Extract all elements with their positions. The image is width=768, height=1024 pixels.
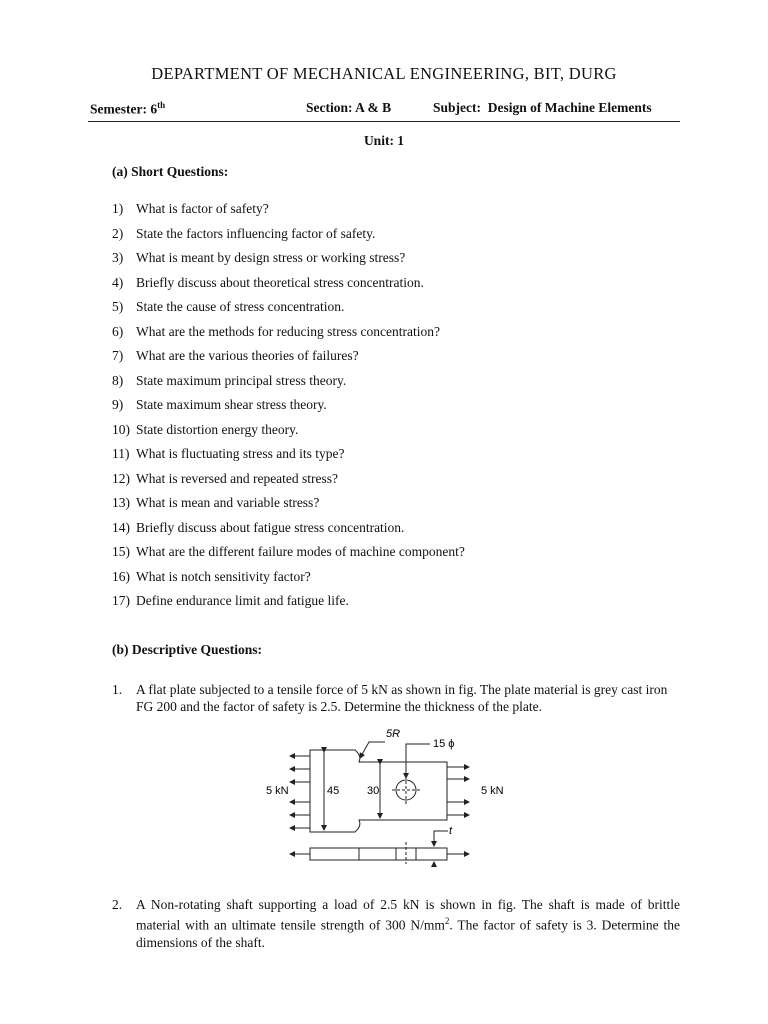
short-question [112, 495, 319, 511]
unit-title: Unit: 1 [363, 133, 405, 148]
short-question [112, 569, 311, 585]
question-text: What are the different failure modes of machine component? [136, 544, 465, 559]
header-divider [88, 121, 680, 122]
short-question [112, 520, 404, 536]
question-text: What is reversed and repeated stress? [136, 470, 339, 486]
short-question [112, 373, 346, 389]
short-question [112, 544, 465, 560]
semester-text: Semester: 6 [90, 101, 158, 117]
wide-dimension-label: 45 [327, 785, 340, 797]
question-number: 2. [112, 897, 123, 912]
question-number: 13) [112, 495, 130, 510]
question-text: What are the methods for reducing stress concentration? [136, 323, 441, 339]
section-label: Section: A & B [306, 100, 392, 115]
question-number: 5) [112, 299, 124, 314]
radius-label: 5R [386, 728, 401, 740]
short-question [112, 593, 349, 609]
question-number: 14) [112, 519, 130, 535]
question-number: 11) [112, 446, 130, 461]
short-question [112, 471, 338, 487]
short-question [112, 397, 327, 413]
question-text: State the factors influencing factor of safety. [136, 225, 376, 241]
short-question [112, 299, 344, 315]
question-text [136, 896, 680, 951]
short-question [112, 226, 375, 242]
question-number: 1. [112, 682, 123, 697]
hole-diameter-label: 15 ϕ [433, 738, 455, 750]
thickness-label: t [449, 825, 453, 837]
question-text: What is meant by design stress or working stress? [136, 250, 406, 265]
question-text: A flat plate subjected to a tensile force of 5 kN as shown in fig. The plate material is grey cast iron FG 200 and the factor of safety is 2.5. Determine the thickness of the plate. [136, 682, 668, 714]
question-number: 16) [112, 568, 130, 584]
subject-label: Subject: Design of Machine Elements [433, 100, 652, 115]
department-title: DEPARTMENT OF MECHANICAL ENGINEERING, BIT, DURG [151, 64, 617, 83]
question-text: What is factor of safety? [136, 201, 269, 216]
question-text-part: A Non-rotating shaft supporting a load of 2.5 kN is shown in fig. The shaft is made of brittle material with an ultimate tensile strength of 300 N/mm [136, 897, 680, 933]
question-text: State distortion energy theory. [136, 421, 299, 437]
question-text: State maximum shear stress theory. [136, 397, 327, 412]
question-number: 3) [112, 250, 124, 265]
question-number: 1) [112, 201, 124, 216]
question-number: 9) [112, 397, 124, 412]
short-question [112, 422, 298, 438]
left-force-label: 5 kN [266, 785, 289, 797]
short-question [112, 201, 269, 217]
right-force-label: 5 kN [481, 785, 504, 797]
question-number: 17) [112, 593, 130, 608]
question-text: State maximum principal stress theory. [136, 372, 347, 388]
question-number: 7) [112, 348, 124, 363]
question-text-part: . The factor of safety is 3. Determine the dimensions of the shaft. [136, 917, 681, 950]
question-text: Briefly discuss about fatigue stress concentration. [136, 519, 405, 535]
question-text: Briefly discuss about theoretical stress concentration. [136, 274, 424, 290]
short-question [112, 250, 405, 266]
question-number: 10) [112, 421, 130, 437]
semester-label [90, 100, 165, 118]
side-view-bar [310, 848, 447, 860]
question-text: What are the various theories of failures? [136, 348, 359, 363]
unit-superscript: 2 [444, 916, 450, 926]
short-question [112, 348, 359, 364]
question-number: 2) [112, 225, 124, 241]
plate-figure [262, 722, 512, 867]
question-number: 15) [112, 544, 130, 559]
short-questions-heading: (a) Short Questions: [112, 164, 229, 179]
semester-superscript: th [157, 100, 166, 110]
question-text: What is fluctuating stress and its type? [136, 446, 345, 461]
question-text: What is notch sensitivity factor? [136, 568, 311, 584]
question-number: 12) [112, 470, 130, 486]
question-text: Define endurance limit and fatigue life. [136, 593, 349, 608]
question-number: 4) [112, 274, 124, 290]
question-text: What is mean and variable stress? [136, 495, 320, 510]
short-question [112, 446, 344, 462]
question-text: State the cause of stress concentration. [136, 299, 345, 314]
narrow-dimension-label: 30 [367, 785, 380, 797]
question-number: 6) [112, 323, 124, 339]
short-question [112, 324, 440, 340]
short-question [112, 275, 424, 291]
descriptive-questions-heading: (b) Descriptive Questions: [112, 642, 262, 657]
question-number: 8) [112, 372, 124, 388]
